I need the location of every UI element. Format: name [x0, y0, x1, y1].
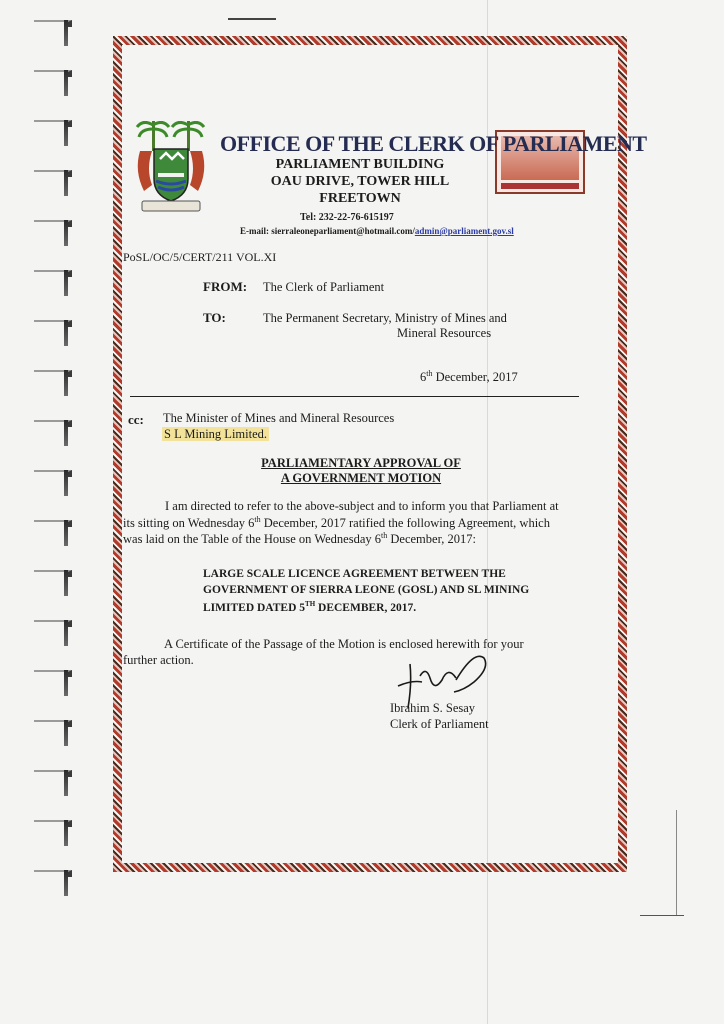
to-line-2: Mineral Resources	[397, 326, 492, 340]
margin-mark	[640, 915, 684, 916]
body-line-1: I am directed to refer to the above-subject and to inform you that Parliament at	[165, 499, 559, 513]
top-mark	[228, 18, 276, 20]
to-line-1: The Permanent Secretary, Ministry of Mines and	[263, 311, 507, 325]
signatory-title: Clerk of Parliament	[390, 717, 489, 731]
agreement-line-1: LARGE SCALE LICENCE AGREEMENT BETWEEN THE	[203, 568, 506, 580]
coat-of-arms-icon	[132, 121, 210, 215]
cc-label: cc:	[128, 412, 144, 427]
address-line-3: FREETOWN	[319, 191, 401, 206]
body-line-5: further action.	[123, 653, 194, 667]
body-line-2: its sitting on Wednesday 6th December, 2017 ratified the following Agreement, which	[123, 515, 550, 531]
address-line-2: OAU DRIVE, TOWER HILL	[270, 174, 450, 189]
email-link[interactable]: admin@parliament.gov.sl	[414, 226, 514, 236]
cc-line-2: S L Mining Limited.	[164, 427, 268, 441]
separator-line	[130, 396, 579, 397]
subject-line-2: A GOVERNMENT MOTION	[280, 471, 442, 485]
email-line	[240, 226, 514, 236]
body-line-4: A Certificate of the Passage of the Motion is enclosed herewith for your	[164, 637, 524, 651]
agreement-line-3: LIMITED DATED 5TH DECEMBER, 2017.	[203, 600, 417, 614]
reference-number: PoSL/OC/5/CERT/211 VOL.XI	[123, 250, 277, 264]
body-line-3: was laid on the Table of the House on Wednesday 6th December, 2017:	[123, 531, 476, 547]
subject-line-1: PARLIAMENTARY APPROVAL OF	[261, 456, 461, 470]
margin-vertical-line	[676, 810, 677, 915]
agreement-line-2: GOVERNMENT OF SIERRA LEONE (GOSL) AND SL MINING	[203, 584, 530, 596]
from-value: The Clerk of Parliament	[263, 280, 385, 294]
email-prefix: E-mail: sierraleoneparliament@hotmail.com/	[240, 226, 415, 236]
signatory-name: Ibrahim S. Sesay	[390, 701, 476, 715]
binding-rings	[20, 10, 80, 910]
to-label: TO:	[203, 310, 226, 325]
address-line-1: PARLIAMENT BUILDING	[275, 157, 445, 172]
letter-date: 6th December, 2017	[420, 369, 518, 385]
cc-line-1: The Minister of Mines and Mineral Resources	[163, 411, 395, 425]
from-label: FROM:	[203, 279, 248, 294]
office-title: OFFICE OF THE CLERK OF PARLIAMENT	[220, 131, 647, 156]
telephone: Tel: 232-22-76-615197	[300, 212, 394, 223]
